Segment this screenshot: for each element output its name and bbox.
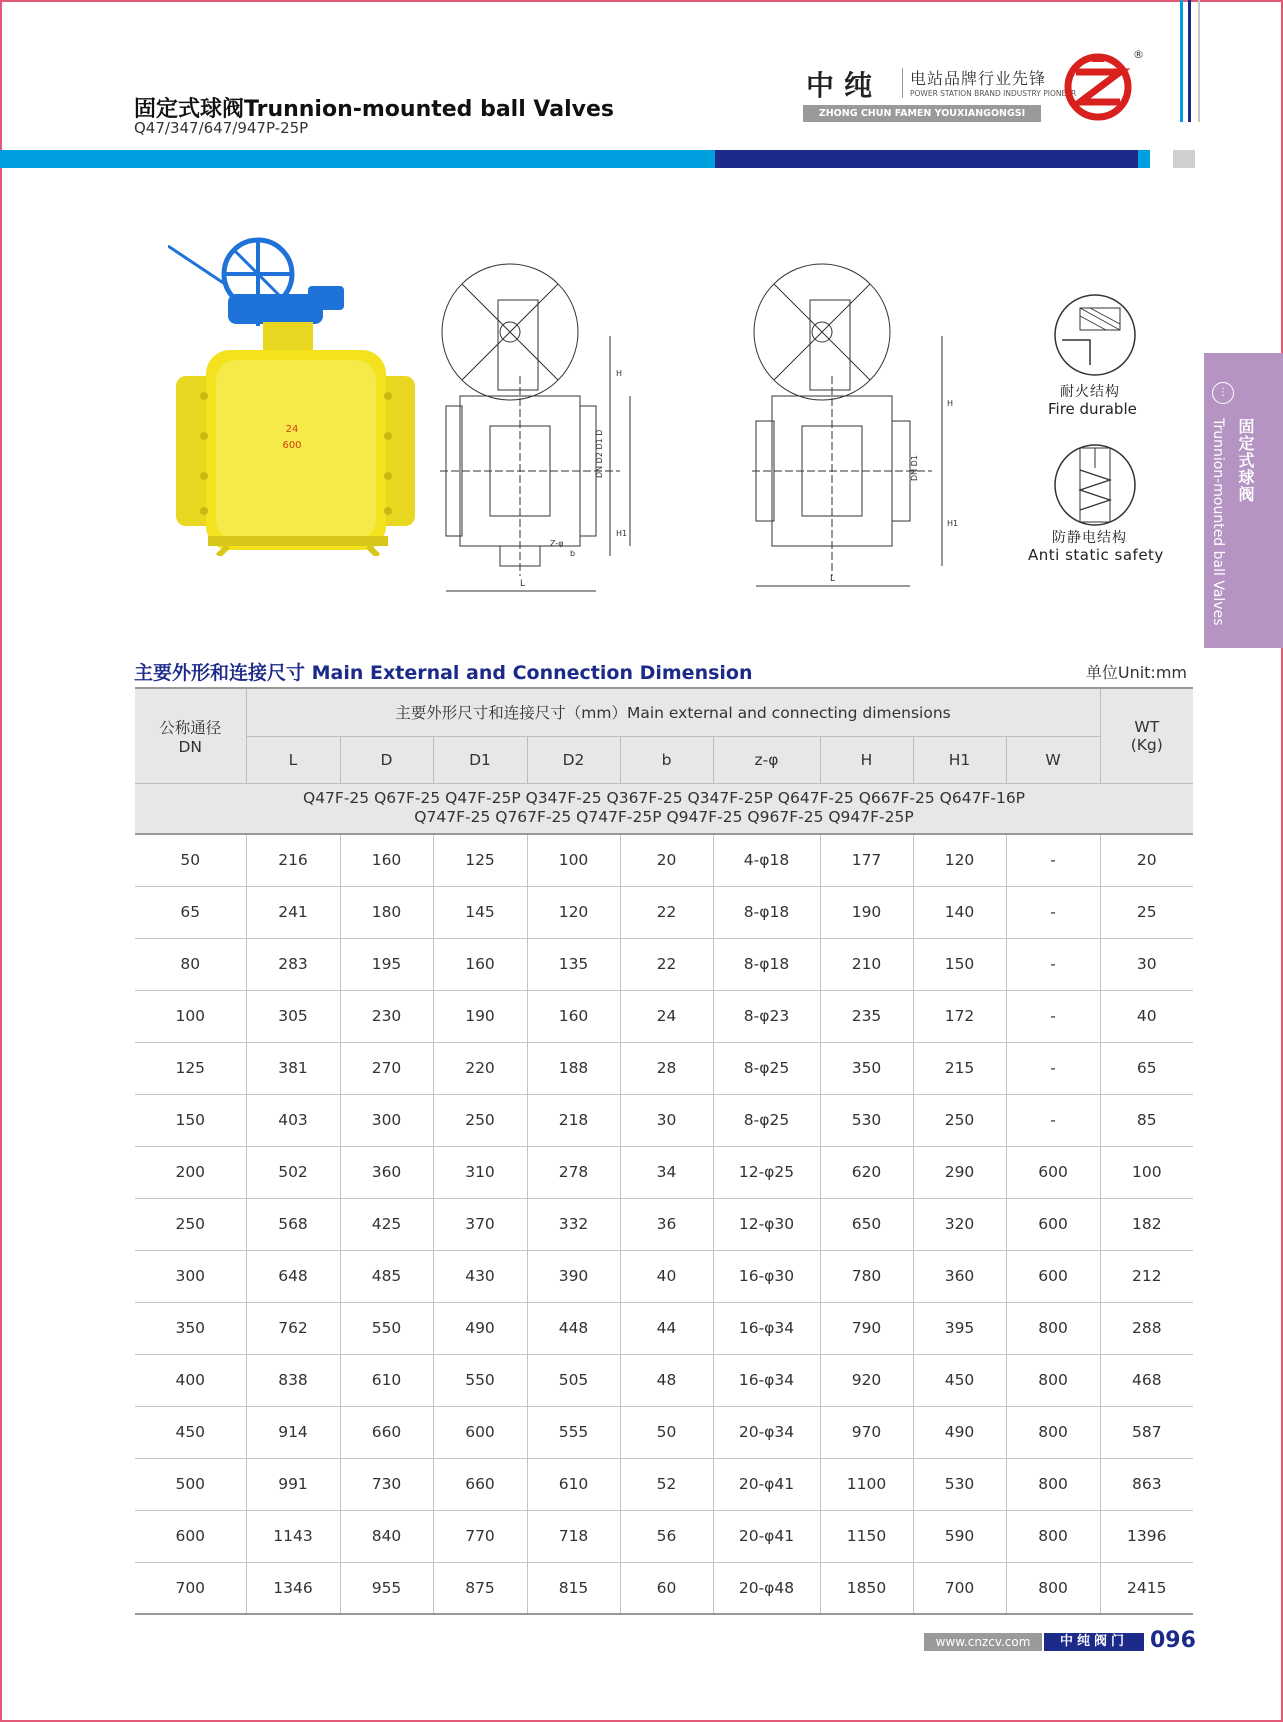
anti-static-label-cn: 防静电结构 [1052, 530, 1127, 546]
table-cell: 450 [135, 1406, 246, 1458]
header-decor-lines [1178, 0, 1208, 122]
table-cell: 770 [433, 1510, 527, 1562]
anti-static-label-en: Anti static safety [1028, 546, 1164, 564]
table-cell: 215 [913, 1042, 1006, 1094]
table-cell: 430 [433, 1250, 527, 1302]
table-cell: 216 [246, 834, 340, 886]
table-cell: 800 [1006, 1510, 1100, 1562]
table-cell: 8-φ23 [713, 990, 820, 1042]
table-cell: 241 [246, 886, 340, 938]
table-cell: 30 [620, 1094, 713, 1146]
table-cell: 20-φ34 [713, 1406, 820, 1458]
table-cell: 250 [433, 1094, 527, 1146]
table-cell: 610 [527, 1458, 620, 1510]
side-tab-title-cn: 固定式球阀 [1236, 418, 1255, 503]
table-cell: 125 [433, 834, 527, 886]
brand-english-name: ZHONG CHUN FAMEN YOUXIANGONGSI [803, 105, 1041, 122]
table-cell: 2415 [1100, 1562, 1193, 1614]
table-cell: 600 [1006, 1146, 1100, 1198]
footer-website: www.cnzcv.com [924, 1633, 1042, 1651]
table-cell: 150 [913, 938, 1006, 990]
table-cell: 718 [527, 1510, 620, 1562]
table-cell: 730 [340, 1458, 433, 1510]
header-dn [135, 688, 246, 783]
table-cell: 8-φ25 [713, 1042, 820, 1094]
table-cell: 660 [340, 1406, 433, 1458]
table-cell: 140 [913, 886, 1006, 938]
table-row [135, 1458, 1193, 1510]
registered-mark: ® [1133, 48, 1144, 61]
table-cell: 650 [820, 1198, 913, 1250]
table-cell: 590 [913, 1510, 1006, 1562]
svg-text:H1: H1 [616, 529, 628, 538]
table-row [135, 1510, 1193, 1562]
table-row [135, 1198, 1193, 1250]
column-header: z-φ [713, 736, 820, 783]
table-cell: 350 [135, 1302, 246, 1354]
table-cell: 120 [527, 886, 620, 938]
table-row [135, 1562, 1193, 1614]
table-cell: 190 [433, 990, 527, 1042]
table-cell: 290 [913, 1146, 1006, 1198]
table-cell: 555 [527, 1406, 620, 1458]
header-group-dimensions: 主要外形尺寸和连接尺寸（mm）Main external and connecting dimensions [246, 688, 1100, 736]
company-logo-icon [1062, 50, 1138, 122]
table-cell: 160 [340, 834, 433, 886]
svg-text:L: L [830, 574, 836, 584]
table-cell: 177 [820, 834, 913, 886]
svg-text:H1: H1 [947, 519, 959, 528]
column-header: D1 [433, 736, 527, 783]
table-cell: 16-φ34 [713, 1354, 820, 1406]
table-cell: 800 [1006, 1458, 1100, 1510]
anti-static-detail-icon [1050, 440, 1140, 530]
table-cell: 195 [340, 938, 433, 990]
brand-separator [902, 68, 903, 98]
column-header: W [1006, 736, 1100, 783]
table-cell: 350 [820, 1042, 913, 1094]
table-cell: 840 [340, 1510, 433, 1562]
table-cell: 1850 [820, 1562, 913, 1614]
table-cell: 85 [1100, 1094, 1193, 1146]
section-title: 主要外形和连接尺寸 Main External and Connection Dimension [134, 662, 753, 684]
table-cell: 36 [620, 1198, 713, 1250]
table-row [135, 1406, 1193, 1458]
table-cell: 250 [913, 1094, 1006, 1146]
table-cell: 120 [913, 834, 1006, 886]
table-cell: 188 [527, 1042, 620, 1094]
table-cell: 790 [820, 1302, 913, 1354]
svg-text:Z-φ: Z-φ [550, 539, 564, 548]
table-cell: 210 [820, 938, 913, 990]
table-row [135, 1250, 1193, 1302]
svg-text:L: L [520, 579, 526, 589]
table-cell: 60 [620, 1562, 713, 1614]
table-cell: 360 [340, 1146, 433, 1198]
table-cell: 30 [1100, 938, 1193, 990]
table-cell: 28 [620, 1042, 713, 1094]
table-cell: 40 [1100, 990, 1193, 1042]
table-cell: 40 [620, 1250, 713, 1302]
unit-label: 单位Unit:mm [1085, 663, 1187, 682]
column-header: D2 [527, 736, 620, 783]
table-cell: 65 [135, 886, 246, 938]
table-cell: 20 [620, 834, 713, 886]
table-cell: 838 [246, 1354, 340, 1406]
table-cell: 16-φ34 [713, 1302, 820, 1354]
table-row [135, 886, 1193, 938]
table-cell: 50 [135, 834, 246, 886]
table-cell: 44 [620, 1302, 713, 1354]
header-band-grey [1173, 150, 1195, 168]
table-row [135, 1302, 1193, 1354]
table-cell: - [1006, 834, 1100, 886]
table-cell: 490 [433, 1302, 527, 1354]
brand-slogan-en: POWER STATION BRAND INDUSTRY PIONEER [910, 89, 1077, 98]
dimension-table [135, 687, 1193, 1615]
table-cell: 800 [1006, 1406, 1100, 1458]
table-cell: 450 [913, 1354, 1006, 1406]
table-cell: 403 [246, 1094, 340, 1146]
table-cell: 1100 [820, 1458, 913, 1510]
table-cell: 381 [246, 1042, 340, 1094]
table-cell: - [1006, 886, 1100, 938]
table-cell: 1143 [246, 1510, 340, 1562]
table-cell: - [1006, 990, 1100, 1042]
table-cell: 620 [820, 1146, 913, 1198]
table-cell: 20-φ41 [713, 1510, 820, 1562]
table-cell: 80 [135, 938, 246, 990]
table-cell: 780 [820, 1250, 913, 1302]
table-cell: 320 [913, 1198, 1006, 1250]
table-cell: 22 [620, 886, 713, 938]
table-cell: 12-φ30 [713, 1198, 820, 1250]
table-row [135, 1354, 1193, 1406]
table-cell: 490 [913, 1406, 1006, 1458]
table-cell: 863 [1100, 1458, 1193, 1510]
table-cell: 1150 [820, 1510, 913, 1562]
table-cell: 65 [1100, 1042, 1193, 1094]
column-header: H1 [913, 736, 1006, 783]
table-cell: 300 [340, 1094, 433, 1146]
table-cell: 150 [135, 1094, 246, 1146]
column-header: L [246, 736, 340, 783]
table-cell: 4-φ18 [713, 834, 820, 886]
table-cell: 400 [135, 1354, 246, 1406]
table-cell: 190 [820, 886, 913, 938]
table-cell: 48 [620, 1354, 713, 1406]
table-cell: 180 [340, 886, 433, 938]
table-cell: 235 [820, 990, 913, 1042]
model-list-row [135, 783, 1193, 834]
table-cell: 875 [433, 1562, 527, 1614]
table-cell: 505 [527, 1354, 620, 1406]
table-cell: 100 [1100, 1146, 1193, 1198]
brand-slogan-cn: 电站品牌行业先锋 [910, 69, 1047, 88]
table-cell: 250 [135, 1198, 246, 1250]
header-weight [1100, 688, 1193, 783]
header-band-accent [1138, 150, 1150, 168]
table-cell: 600 [1006, 1198, 1100, 1250]
photo-mark-size: 24 [285, 424, 299, 435]
table-cell: 218 [527, 1094, 620, 1146]
table-cell: 800 [1006, 1302, 1100, 1354]
table-cell: 160 [433, 938, 527, 990]
table-cell: 145 [433, 886, 527, 938]
table-cell: 550 [340, 1302, 433, 1354]
table-cell: 1396 [1100, 1510, 1193, 1562]
table-cell: 370 [433, 1198, 527, 1250]
section-drawing-welded [752, 256, 1002, 596]
table-cell: 100 [527, 834, 620, 886]
table-cell: 500 [135, 1458, 246, 1510]
table-cell: 22 [620, 938, 713, 990]
header-band-cyan [0, 150, 715, 168]
table-cell: 448 [527, 1302, 620, 1354]
table-cell: 8-φ18 [713, 886, 820, 938]
table-cell: 100 [135, 990, 246, 1042]
table-cell: 212 [1100, 1250, 1193, 1302]
side-tab-title-en: Trunnion-mounted ball Valves [1210, 418, 1226, 626]
table-cell: 305 [246, 990, 340, 1042]
table-cell: 20 [1100, 834, 1193, 886]
table-cell: 550 [433, 1354, 527, 1406]
footer-brand: 中纯阀门 [1044, 1633, 1144, 1651]
header-weight-label: WT [1134, 717, 1160, 736]
side-tab-dots-icon: ⋮ [1212, 382, 1234, 404]
table-cell: 20-φ48 [713, 1562, 820, 1614]
table-cell: 20-φ41 [713, 1458, 820, 1510]
table-cell: 955 [340, 1562, 433, 1614]
svg-text:b: b [570, 549, 576, 558]
table-cell: 8-φ25 [713, 1094, 820, 1146]
table-cell: 310 [433, 1146, 527, 1198]
column-header: H [820, 736, 913, 783]
table-cell: 270 [340, 1042, 433, 1094]
table-cell: 800 [1006, 1562, 1100, 1614]
table-cell: 395 [913, 1302, 1006, 1354]
table-cell: 360 [913, 1250, 1006, 1302]
table-cell: 600 [135, 1510, 246, 1562]
brand-name: 中纯 [806, 69, 883, 102]
table-row [135, 1094, 1193, 1146]
table-cell: 587 [1100, 1406, 1193, 1458]
table-cell: 485 [340, 1250, 433, 1302]
table-row [135, 990, 1193, 1042]
table-cell: 530 [913, 1458, 1006, 1510]
model-list-line: Q747F-25 Q767F-25 Q747F-25P Q947F-25 Q967F-25 Q947F-25P [414, 808, 914, 827]
table-cell: 50 [620, 1406, 713, 1458]
table-cell: 283 [246, 938, 340, 990]
table-cell: 700 [913, 1562, 1006, 1614]
table-cell: 800 [1006, 1354, 1100, 1406]
table-cell: 991 [246, 1458, 340, 1510]
table-cell: 25 [1100, 886, 1193, 938]
header-dn-cn: 公称通径 [159, 718, 222, 737]
header-weight-unit: (Kg) [1130, 735, 1163, 754]
table-cell: 300 [135, 1250, 246, 1302]
table-cell: 970 [820, 1406, 913, 1458]
table-row [135, 834, 1193, 886]
table-cell: 390 [527, 1250, 620, 1302]
svg-text:DN D1: DN D1 [910, 455, 919, 481]
table-cell: 230 [340, 990, 433, 1042]
page-title: 固定式球阀Trunnion-mounted ball Valves [134, 97, 614, 122]
table-cell: 815 [527, 1562, 620, 1614]
table-cell: 648 [246, 1250, 340, 1302]
table-cell: 172 [913, 990, 1006, 1042]
model-numbers: Q47/347/647/947P-25P [134, 119, 309, 137]
table-cell: 160 [527, 990, 620, 1042]
table-cell: 610 [340, 1354, 433, 1406]
table-cell: 34 [620, 1146, 713, 1198]
table-cell: 135 [527, 938, 620, 990]
table-cell: 56 [620, 1510, 713, 1562]
table-cell: 568 [246, 1198, 340, 1250]
table-cell: 700 [135, 1562, 246, 1614]
table-cell: - [1006, 1042, 1100, 1094]
column-header: D [340, 736, 433, 783]
table-cell: 468 [1100, 1354, 1193, 1406]
table-cell: 278 [527, 1146, 620, 1198]
table-cell: - [1006, 938, 1100, 990]
table-cell: 24 [620, 990, 713, 1042]
table-cell: 530 [820, 1094, 913, 1146]
photo-mark-rating: 600 [282, 440, 302, 451]
svg-text:H: H [947, 399, 954, 408]
header-band-navy [715, 150, 1138, 168]
svg-text:DN D2 D1 D: DN D2 D1 D [595, 429, 604, 478]
column-header: b [620, 736, 713, 783]
table-cell: 502 [246, 1146, 340, 1198]
table-row [135, 1146, 1193, 1198]
fire-durable-label-en: Fire durable [1048, 400, 1137, 418]
section-drawing-flanged [440, 256, 690, 596]
table-cell: - [1006, 1094, 1100, 1146]
svg-text:H: H [616, 369, 623, 378]
table-cell: 182 [1100, 1198, 1193, 1250]
table-row [135, 1042, 1193, 1094]
table-row [135, 938, 1193, 990]
fire-durable-label-cn: 耐火结构 [1060, 384, 1120, 400]
table-cell: 125 [135, 1042, 246, 1094]
valve-photo [168, 236, 423, 556]
table-cell: 600 [433, 1406, 527, 1458]
table-cell: 52 [620, 1458, 713, 1510]
table-cell: 332 [527, 1198, 620, 1250]
table-cell: 12-φ25 [713, 1146, 820, 1198]
page-number: 096 [1150, 1628, 1196, 1653]
table-cell: 1346 [246, 1562, 340, 1614]
table-cell: 16-φ30 [713, 1250, 820, 1302]
table-cell: 425 [340, 1198, 433, 1250]
table-cell: 288 [1100, 1302, 1193, 1354]
table-cell: 8-φ18 [713, 938, 820, 990]
table-body [135, 834, 1193, 1614]
table-cell: 762 [246, 1302, 340, 1354]
table-cell: 220 [433, 1042, 527, 1094]
table-cell: 920 [820, 1354, 913, 1406]
table-cell: 600 [1006, 1250, 1100, 1302]
table-cell: 914 [246, 1406, 340, 1458]
header-dn-en: DN [178, 737, 203, 756]
table-cell: 200 [135, 1146, 246, 1198]
model-list-line: Q47F-25 Q67F-25 Q47F-25P Q347F-25 Q367F-25 Q347F-25P Q647F-25 Q667F-25 Q647F-16P [303, 789, 1026, 808]
fire-durable-detail-icon [1050, 290, 1140, 380]
table-cell: 660 [433, 1458, 527, 1510]
